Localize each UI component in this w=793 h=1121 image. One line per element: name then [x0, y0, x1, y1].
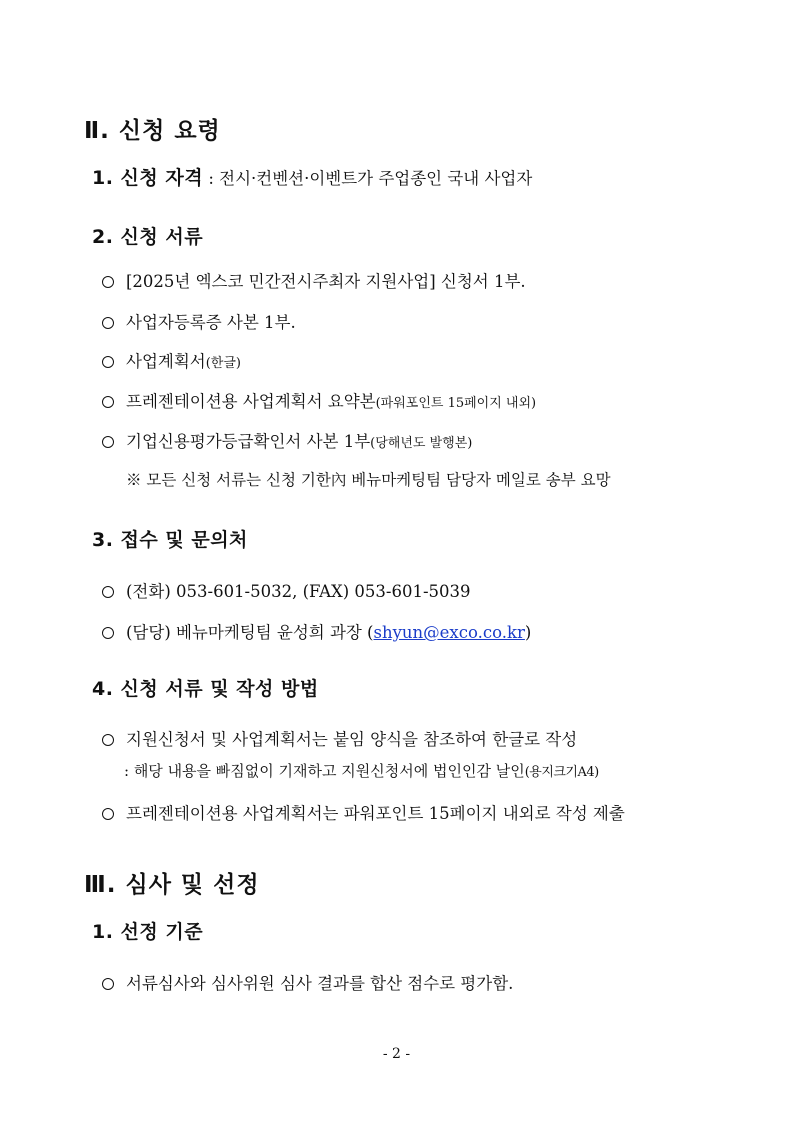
page-number: - 2 -: [382, 1046, 411, 1062]
circle-bullet-icon: [102, 396, 114, 408]
circle-bullet-icon: [102, 586, 114, 598]
contact-person-text: (담당) 베뉴마케팅팀 윤성희 과장 (: [126, 623, 374, 642]
preparation-item: [102, 726, 577, 750]
contact-person-suffix: ): [524, 623, 532, 642]
selection-criteria-heading: 1. 선정 기준: [92, 921, 204, 943]
eligibility-separator: :: [203, 169, 220, 188]
eligibility-row: [92, 163, 532, 190]
preparation-paper-size-note: (용지크기A4): [524, 765, 599, 780]
circle-bullet-icon: [102, 978, 114, 990]
circle-bullet-icon: [102, 276, 114, 288]
document-item: [102, 428, 472, 452]
preparation-subnote: [124, 760, 599, 781]
document-item: [102, 348, 241, 372]
preparation-subnote-text: : 해당 내용을 빠짐없이 기재하고 지원신청서에 법인인감 날인: [124, 762, 525, 780]
document-item: [102, 388, 536, 412]
document-item-text: 사업자등록증 사본 1부.: [126, 313, 296, 332]
document-item-text: 기업신용평가등급확인서 사본 1부: [126, 432, 371, 451]
contact-phone-text: (전화) 053-601-5032, (FAX) 053-601-5039: [126, 582, 471, 601]
preparation-item: [102, 800, 625, 824]
preparation-heading: 4. 신청 서류 및 작성 방법: [92, 678, 319, 700]
documents-heading: 2. 신청 서류: [92, 226, 204, 248]
contact-email-link[interactable]: shyun@exco.co.kr: [373, 623, 525, 642]
submission-remark: ※ 모든 신청 서류는 신청 기한內 베뉴마케팅팀 담당자 메일로 송부 요망: [126, 471, 611, 489]
document-item: [102, 309, 296, 333]
document-item-note: (한글): [205, 356, 241, 371]
selection-criteria-item: [102, 970, 513, 994]
preparation-item-text: 지원신청서 및 사업계획서는 붙임 양식을 참조하여 한글로 작성: [126, 730, 578, 749]
contact-heading: 3. 접수 및 문의처: [92, 529, 248, 551]
circle-bullet-icon: [102, 627, 114, 639]
circle-bullet-icon: [102, 356, 114, 368]
selection-criteria-text: 서류심사와 심사위원 심사 결과를 합산 점수로 평가함.: [126, 974, 514, 993]
document-item-text: [2025년 엑스코 민간전시주최자 지원사업] 신청서 1부.: [126, 272, 526, 291]
contact-person-row: [102, 619, 531, 643]
preparation-item-text: 프레젠테이션용 사업계획서는 파워포인트 15페이지 내외로 작성 제출: [126, 804, 625, 823]
eligibility-text: 전시·컨벤션·이벤트가 주업종인 국내 사업자: [219, 169, 533, 188]
circle-bullet-icon: [102, 808, 114, 820]
document-item-text: 프레젠테이션용 사업계획서 요약본: [126, 392, 376, 411]
document-item-note: (파워포인트 15페이지 내외): [375, 396, 537, 411]
circle-bullet-icon: [102, 734, 114, 746]
section-title: Ⅲ. 심사 및 선정: [84, 872, 260, 898]
eligibility-heading: 1. 신청 자격: [92, 167, 204, 189]
circle-bullet-icon: [102, 317, 114, 329]
contact-phone-row: [102, 578, 471, 602]
document-item-text: 사업계획서: [126, 352, 206, 371]
section-title: Ⅱ. 신청 요령: [84, 118, 221, 144]
document-item: [102, 268, 526, 292]
circle-bullet-icon: [102, 436, 114, 448]
document-item-note: (당해년도 발행본): [370, 436, 473, 451]
